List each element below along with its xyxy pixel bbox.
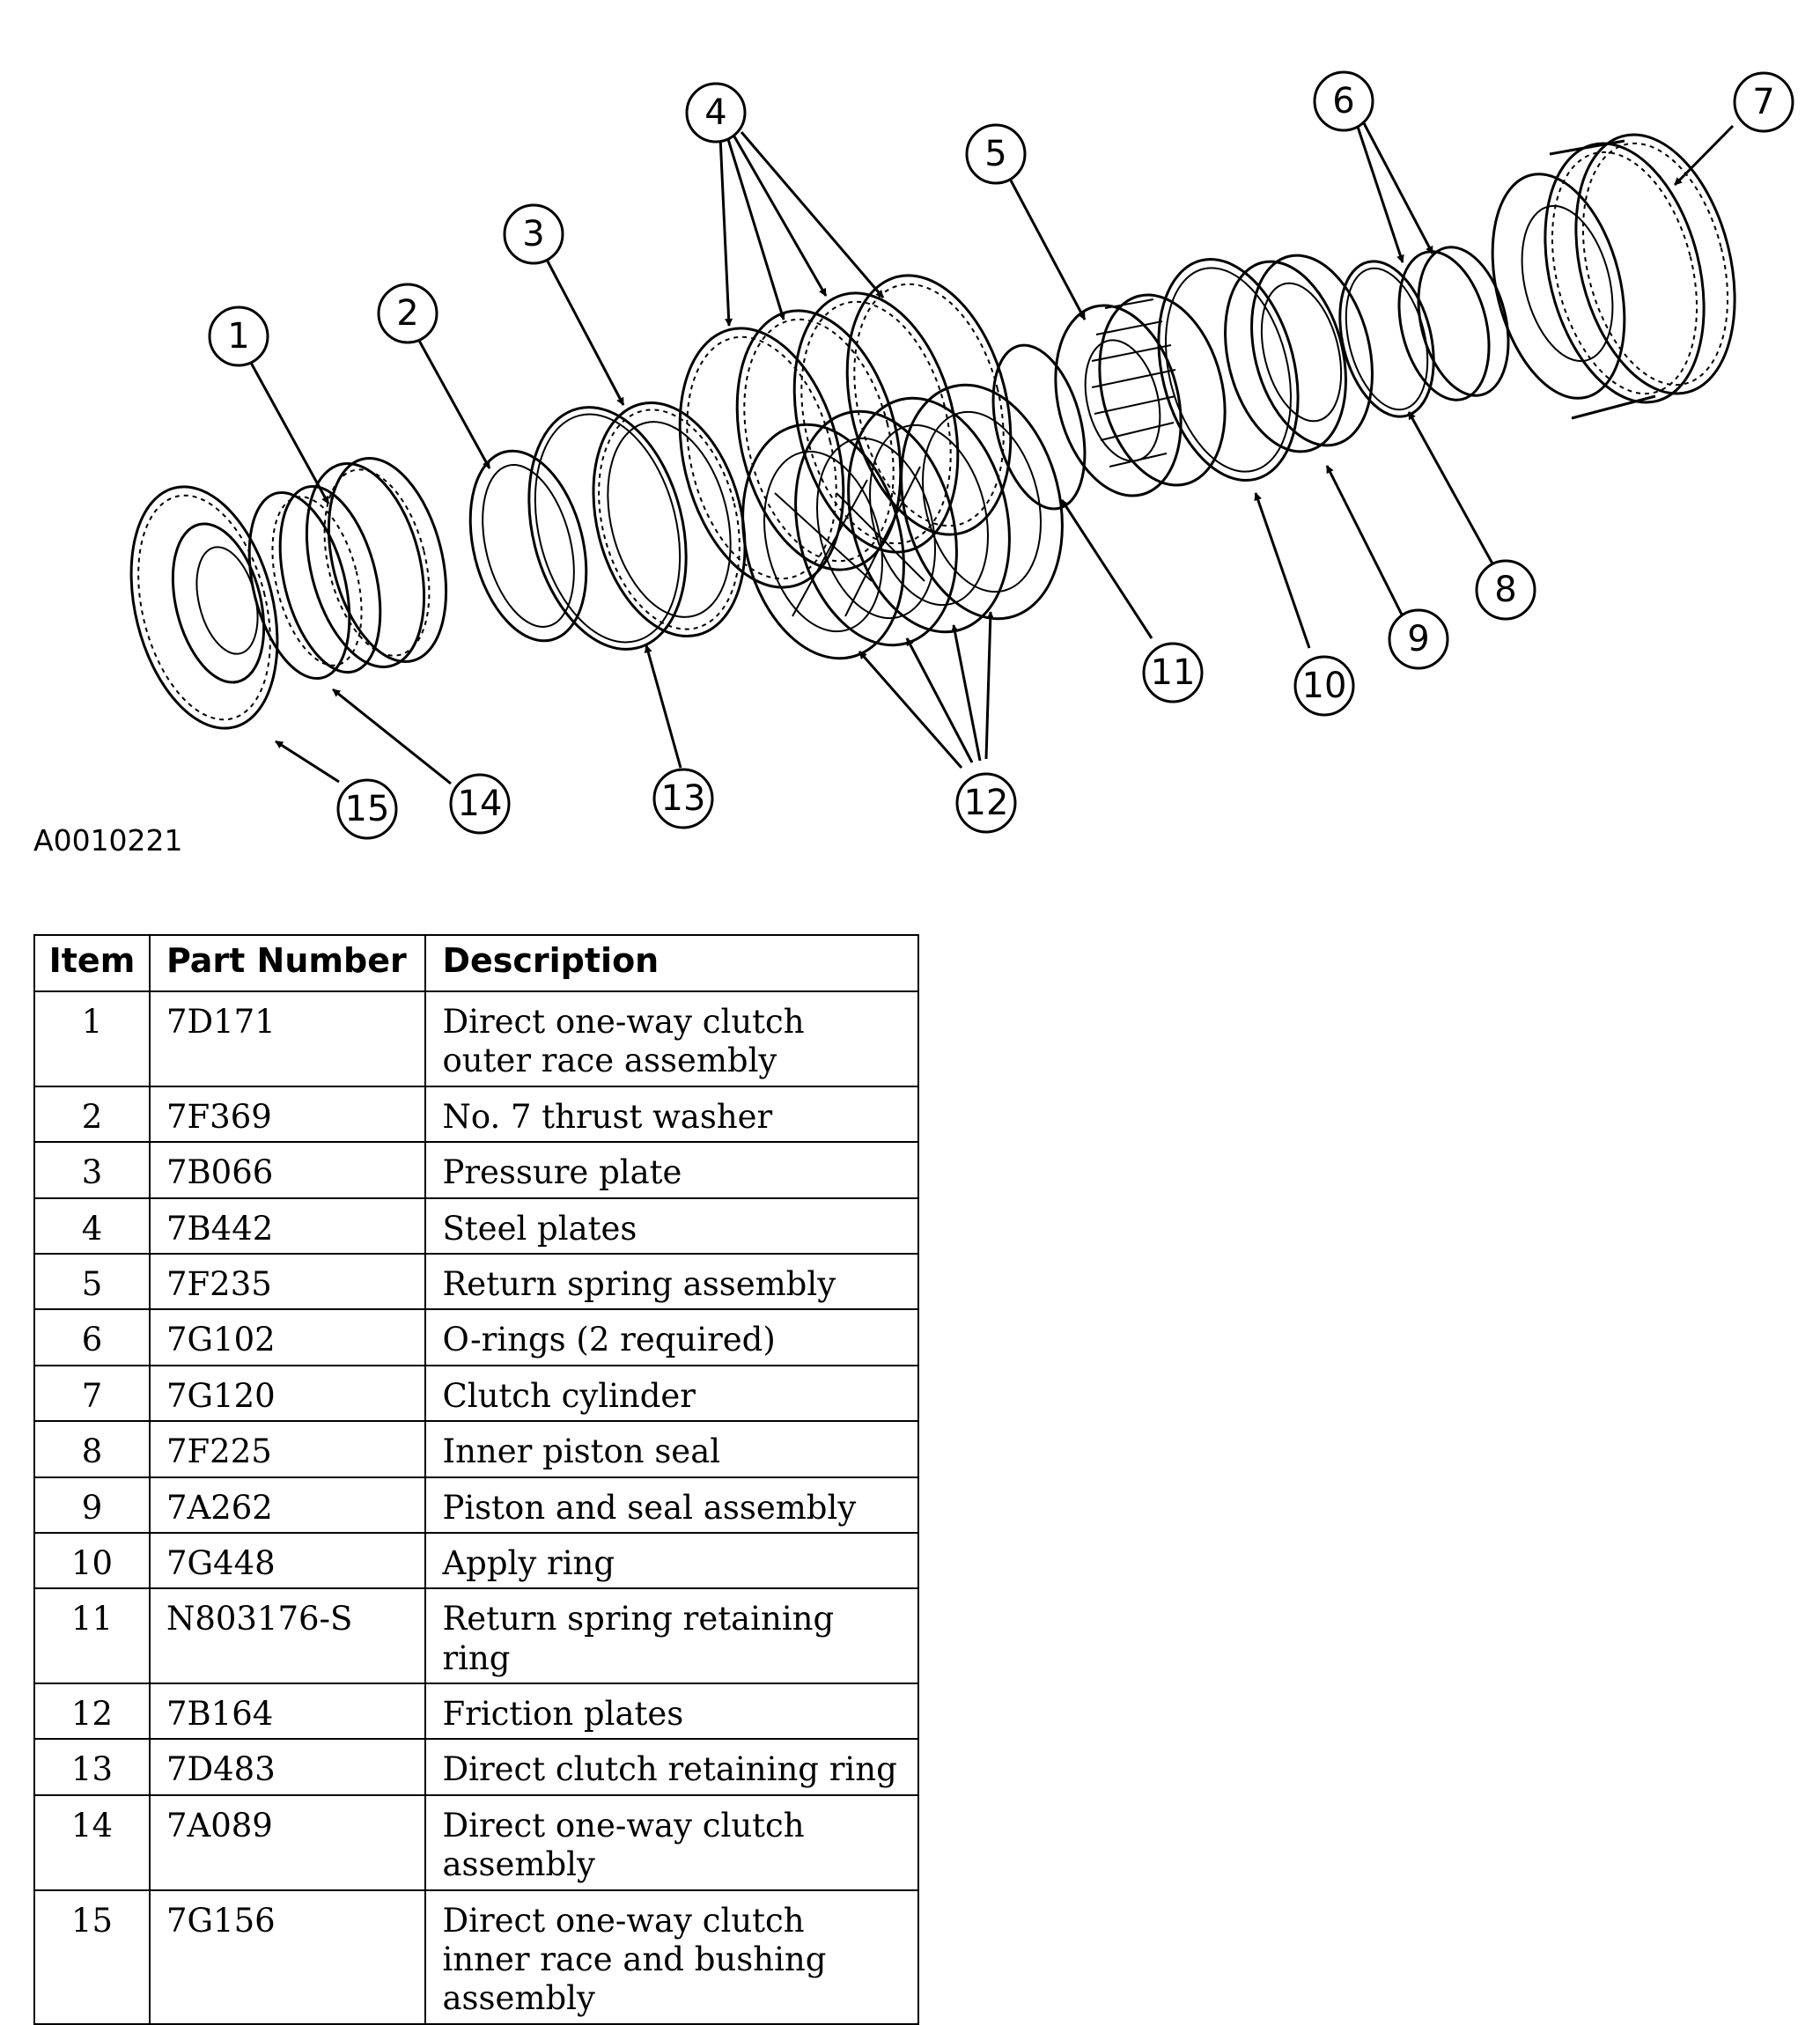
callout-6 [1315, 72, 1373, 130]
table-row [34, 991, 918, 1086]
item-cell: 1 [34, 991, 150, 1086]
callout-12 [957, 774, 1015, 832]
description-cell: Clutch cylinder [425, 1366, 918, 1421]
item-cell: 15 [34, 1890, 150, 2024]
figure-id: A0010221 [33, 823, 183, 858]
description-cell: No. 7 thrust washer [425, 1086, 918, 1142]
callout-5 [967, 125, 1025, 183]
item-cell: 5 [34, 1254, 150, 1309]
callout-13 [654, 770, 712, 828]
part-number-cell: 7F369 [150, 1086, 426, 1142]
description-cell: Apply ring [425, 1533, 918, 1588]
callout-9 [1389, 610, 1448, 668]
item-cell: 8 [34, 1421, 150, 1476]
item-cell: 4 [34, 1198, 150, 1254]
item-cell: 11 [34, 1588, 150, 1683]
part-15-inner-race [107, 471, 300, 743]
table-row [34, 1533, 918, 1588]
part-number-cell: 7F235 [150, 1254, 426, 1309]
part-4-steel-plates [654, 258, 1035, 605]
callout-label: 4 [704, 92, 727, 133]
callout-label: 14 [457, 784, 503, 824]
part-number-cell: 7B442 [150, 1198, 426, 1254]
description-cell: Return spring assembly [425, 1254, 918, 1309]
callout-11 [1144, 644, 1202, 702]
table-row [34, 1198, 918, 1254]
callout-label: 7 [1752, 82, 1775, 122]
parts-table [33, 934, 919, 2025]
part-9-piston [1206, 243, 1390, 465]
part-number-cell: 7G156 [150, 1890, 426, 2024]
item-cell: 3 [34, 1142, 150, 1197]
part-number-cell: 7B066 [150, 1142, 426, 1197]
part-number-cell: 7G448 [150, 1533, 426, 1588]
description-cell: Direct one-way clutch assembly [425, 1795, 918, 1890]
callout-label: 13 [660, 778, 706, 819]
table-row [34, 1739, 918, 1794]
item-cell: 10 [34, 1533, 150, 1588]
table-row [34, 1366, 918, 1421]
description-cell: Piston and seal assembly [425, 1477, 918, 1533]
description-cell: Pressure plate [425, 1142, 918, 1197]
description-cell: Friction plates [425, 1683, 918, 1739]
part-number-cell: 7G102 [150, 1309, 426, 1365]
table-row [34, 1795, 918, 1890]
item-cell: 13 [34, 1739, 150, 1794]
table-header-row [34, 935, 918, 991]
callout-label: 2 [396, 293, 419, 334]
description-cell: Direct clutch retaining ring [425, 1739, 918, 1794]
callout-8 [1477, 561, 1535, 619]
part-7-clutch-cylinder [1471, 118, 1760, 419]
exploded-view-diagram [0, 0, 1820, 845]
callout-label: 11 [1150, 652, 1196, 693]
part-number-cell: 7F225 [150, 1421, 426, 1476]
leader-lines [251, 122, 1733, 784]
callout-label: 15 [344, 789, 390, 829]
part-number-cell: N803176-S [150, 1588, 426, 1683]
callout-label: 8 [1494, 570, 1517, 610]
description-cell: Direct one-way clutch inner race and bushing assembly [425, 1890, 918, 2024]
description-cell: Inner piston seal [425, 1421, 918, 1476]
callout-1 [210, 307, 268, 365]
table-row [34, 1086, 918, 1142]
description-cell: Direct one-way clutch outer race assembly [425, 991, 918, 1086]
part-number-cell: 7G120 [150, 1366, 426, 1421]
callout-label: 12 [963, 783, 1009, 823]
table-row [34, 1477, 918, 1533]
callout-label: 3 [522, 214, 545, 254]
item-cell: 7 [34, 1366, 150, 1421]
item-cell: 6 [34, 1309, 150, 1365]
part-number-cell: 7A089 [150, 1795, 426, 1890]
description-cell: Return spring retaining ring [425, 1588, 918, 1683]
description-cell: Steel plates [425, 1198, 918, 1254]
table-row [34, 1254, 918, 1309]
part-10-apply-ring [1137, 245, 1319, 496]
table-row [34, 1309, 918, 1365]
part-number-cell: 7B164 [150, 1683, 426, 1739]
callout-label: 1 [227, 316, 250, 357]
callout-2 [379, 284, 437, 342]
part-5-return-spring [1036, 282, 1243, 509]
header-item: Item [34, 935, 150, 991]
callout-10 [1295, 657, 1353, 715]
part-12-friction-plates [719, 368, 1086, 676]
item-cell: 14 [34, 1795, 150, 1890]
item-cell: 2 [34, 1086, 150, 1142]
table-row [34, 1890, 918, 2024]
part-number-cell: 7A262 [150, 1477, 426, 1533]
callout-label: 10 [1301, 666, 1347, 706]
table-row [34, 1588, 918, 1683]
part-number-cell: 7D483 [150, 1739, 426, 1794]
header-description: Description [425, 935, 918, 991]
callout-3 [505, 205, 563, 263]
item-cell: 12 [34, 1683, 150, 1739]
description-cell: O-rings (2 required) [425, 1309, 918, 1365]
table-row [34, 1142, 918, 1197]
callout-label: 9 [1407, 619, 1430, 659]
header-part-number: Part Number [150, 935, 426, 991]
part-number-cell: 7D171 [150, 991, 426, 1086]
callout-label: 6 [1332, 81, 1355, 122]
callout-15 [338, 780, 396, 838]
part-6-o-rings [1385, 238, 1523, 409]
callout-7 [1735, 73, 1793, 131]
callout-14 [451, 775, 509, 833]
item-cell: 9 [34, 1477, 150, 1533]
table-row [34, 1683, 918, 1739]
table-row [34, 1421, 918, 1476]
callout-label: 5 [984, 134, 1007, 174]
callout-4 [687, 84, 745, 142]
